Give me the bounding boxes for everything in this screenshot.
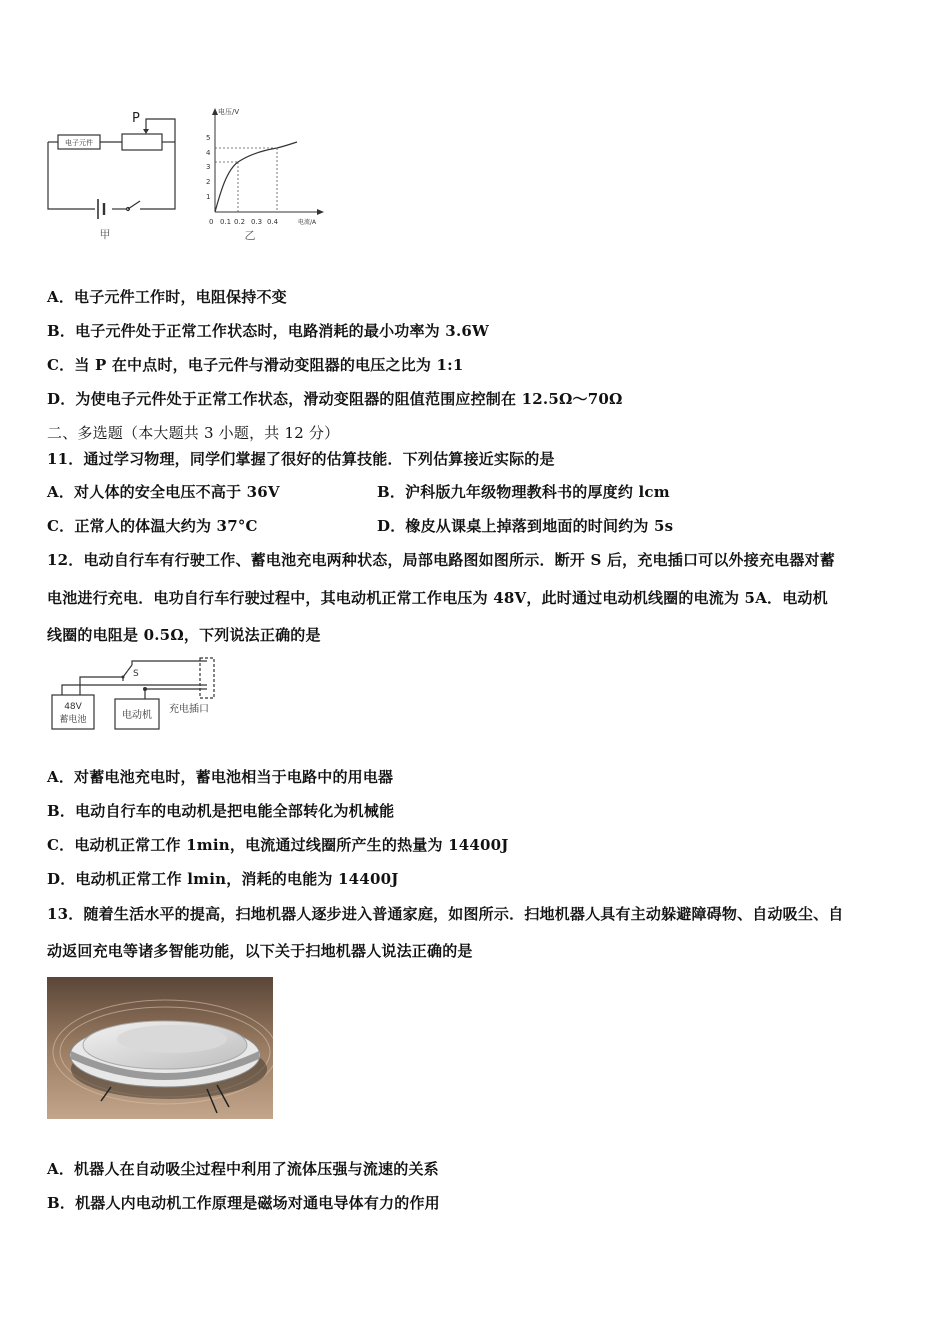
x-tick-0.4: 0.4 bbox=[267, 218, 279, 226]
q13-option-a: A．机器人在自动吸尘过程中利用了流体压强与流速的关系 bbox=[47, 1160, 439, 1178]
q12-option-a: A．对蓄电池充电时，蓄电池相当于电路中的用电器 bbox=[47, 768, 394, 786]
q11-option-c: C．正常人的体温大约为 37°C bbox=[47, 517, 258, 535]
y-tick-5: 5 bbox=[206, 134, 211, 142]
y-tick-1: 1 bbox=[206, 193, 211, 201]
q11-stem: 11．通过学习物理，同学们掌握了很好的估算技能．下列估算接近实际的是 bbox=[47, 450, 555, 468]
q12-option-c: C．电动机正常工作 1min，电流通过线圈所产生的热量为 14400J bbox=[47, 836, 509, 854]
motor-label: 电动机 bbox=[122, 710, 152, 721]
y-tick-2: 2 bbox=[206, 178, 211, 186]
y-axis-label: 电压/V bbox=[218, 108, 240, 116]
switch-s-label: S bbox=[133, 669, 139, 679]
q10-option-d: D．为使电子元件处于正常工作状态，滑动变阻器的阻值范围应控制在 12.5Ω～70Ω bbox=[47, 390, 623, 408]
y-tick-3: 3 bbox=[206, 163, 211, 171]
x-tick-0.3: 0.3 bbox=[251, 218, 263, 226]
robot-vacuum-photo bbox=[47, 977, 273, 1119]
battery-label: 蓄电池 bbox=[59, 715, 87, 725]
circuit-diagram-jia bbox=[40, 105, 180, 245]
q11-option-b: B．沪科版九年级物理教科书的厚度约 lcm bbox=[377, 483, 670, 501]
q12-stem-line2: 电池进行充电．电功自行车行驶过程中，其电动机正常工作电压为 48V，此时通过电动机线圈的电流为 5A．电动机 bbox=[47, 589, 828, 607]
q12-stem-line1: 12．电动自行车有行驶工作、蓄电池充电两种状态，局部电路图如图所示．断开 S 后，充电插口可以外接充电器对蓄 bbox=[47, 551, 835, 569]
x-tick-0: 0 bbox=[209, 218, 214, 226]
voltage-current-graph bbox=[195, 100, 345, 245]
q13-stem-line1: 13．随着生活水平的提高，扫地机器人逐步进入普通家庭，如图所示．扫地机器人具有主动躲避障碍物、自动吸尘、自 bbox=[47, 905, 844, 923]
x-tick-0.2: 0.2 bbox=[234, 218, 246, 226]
q11-option-d: D．橡皮从课桌上掉落到地面的时间约为 5s bbox=[377, 517, 674, 535]
charging-port-label: 充电插口 bbox=[169, 704, 209, 715]
q12-option-b: B．电动自行车的电动机是把电能全部转化为机械能 bbox=[47, 802, 395, 820]
x-axis-label: 电流/A bbox=[298, 219, 317, 226]
component-box-label: 电子元件 bbox=[65, 139, 93, 147]
q10-option-c: C．当 P 在中点时，电子元件与滑动变阻器的电压之比为 1:1 bbox=[47, 356, 464, 374]
iv-curve bbox=[215, 142, 297, 212]
slider-label-p: P bbox=[132, 111, 140, 126]
battery-voltage-label: 48V bbox=[64, 702, 82, 712]
q13-option-b: B．机器人内电动机工作原理是磁场对通电导体有力的作用 bbox=[47, 1194, 440, 1212]
y-tick-4: 4 bbox=[206, 149, 211, 157]
q12-stem-line3: 线圈的电阻是 0.5Ω，下列说法正确的是 bbox=[47, 626, 321, 644]
q10-option-b: B．电子元件处于正常工作状态时，电路消耗的最小功率为 3.6W bbox=[47, 322, 490, 340]
section-heading: 二、多选题（本大题共 3 小题，共 12 分） bbox=[47, 424, 340, 442]
q12-option-d: D．电动机正常工作 lmin，消耗的电能为 14400J bbox=[47, 870, 399, 888]
ebike-circuit-diagram bbox=[45, 655, 230, 735]
q11-option-a: A．对人体的安全电压不高于 36V bbox=[47, 483, 280, 501]
q10-option-a: A．电子元件工作时，电阻保持不变 bbox=[47, 288, 287, 306]
x-tick-0.1: 0.1 bbox=[220, 218, 232, 226]
caption-yi: 乙 bbox=[244, 229, 256, 242]
q13-stem-line2: 动返回充电等诸多智能功能，以下关于扫地机器人说法正确的是 bbox=[47, 942, 473, 960]
caption-jia: 甲 bbox=[99, 228, 111, 241]
